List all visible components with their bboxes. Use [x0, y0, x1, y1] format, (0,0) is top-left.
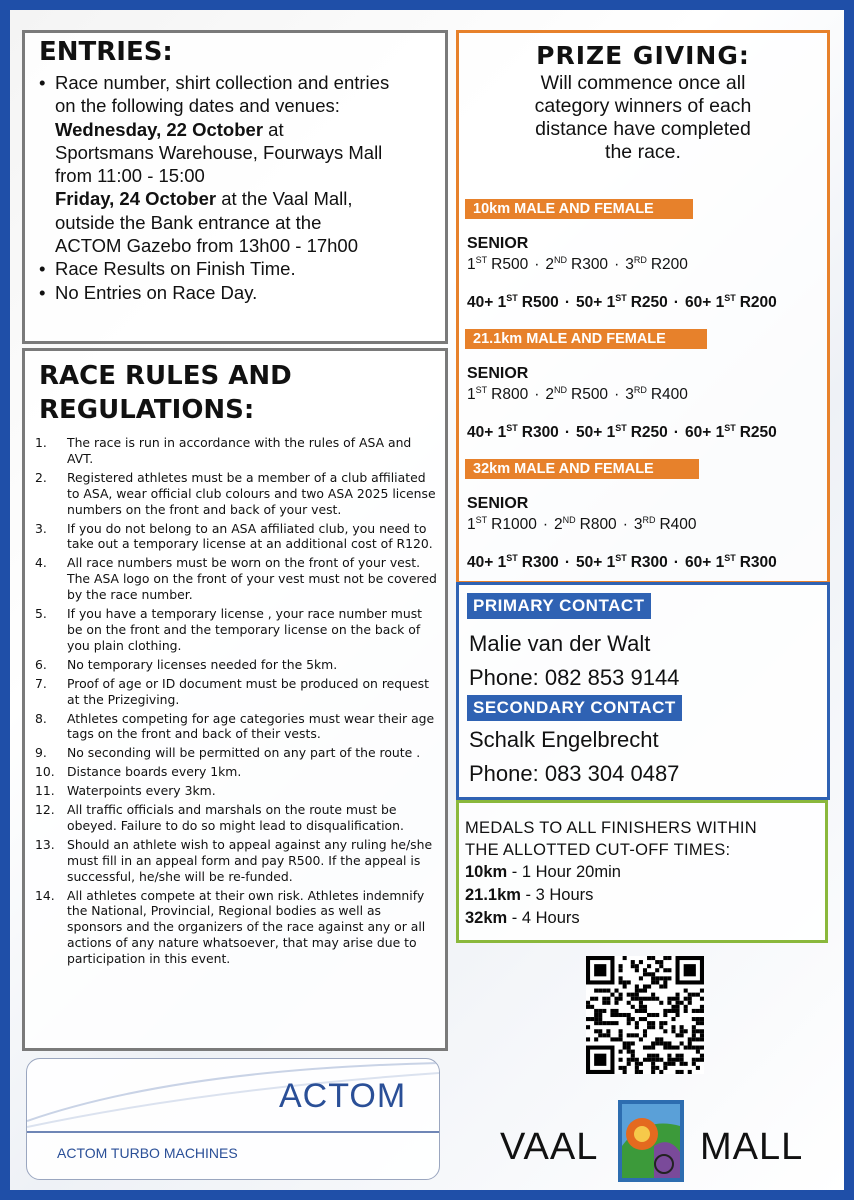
prize-entry: [716, 554, 777, 571]
vaal-logo-word-right: MALL: [700, 1126, 804, 1168]
prize-position-suffix: ST: [506, 293, 518, 303]
prize-amount: R250: [739, 424, 777, 442]
prize-senior-row: [467, 255, 688, 274]
prize-entry: [467, 256, 528, 273]
entries-date-2: [55, 187, 439, 210]
prize-senior-label: SENIOR: [467, 365, 529, 382]
prize-subtitle: [459, 72, 827, 164]
prize-amount: R800: [579, 516, 617, 534]
prize-entry: [716, 424, 777, 441]
prize-position-suffix: ND: [554, 385, 567, 395]
rule-number: 9.: [35, 745, 47, 761]
prize-entry: [545, 386, 608, 403]
entries-time-2: ACTOM Gazebo from 13h00 - 17h00: [55, 235, 359, 257]
rules-title-line: RACE RULES AND: [39, 361, 292, 391]
separator-dot: ·: [542, 516, 548, 534]
rule-number: 12.: [35, 802, 55, 818]
entries-venue-2: outside the Bank entrance at the: [55, 211, 322, 233]
prize-entry: [607, 424, 668, 441]
rules-title: [39, 359, 445, 427]
prize-subtitle-line: the race.: [605, 141, 681, 163]
prize-position-suffix: ND: [562, 515, 576, 525]
prize-position-suffix: ST: [475, 255, 488, 265]
rule-text: Athletes competing for age categories must wear their age tags on the front and back of their vests.: [67, 710, 435, 742]
entries-text: at: [263, 118, 284, 140]
entries-date-2-day: Friday, 24 October: [55, 188, 217, 210]
prize-subtitle-line: distance have completed: [535, 118, 751, 140]
prize-amount: R500: [571, 386, 609, 404]
medals-heading-line: MEDALS TO ALL FINISHERS WITHIN: [465, 819, 758, 837]
entries-text: at the Vaal Mall,: [216, 188, 353, 210]
prize-amount: R250: [630, 424, 668, 442]
rule-text: No seconding will be permitted on any part of the route .: [67, 745, 421, 761]
prize-entry: [467, 386, 528, 403]
prize-amount: R300: [521, 424, 559, 442]
rule-text: All race numbers must be worn on the front of your vest. The ASA logo on the front of your vest must not be covered by the race number.: [67, 555, 437, 603]
vaal-mall-emblem-icon: [614, 1096, 690, 1186]
prize-position: 1: [715, 294, 725, 312]
rule-item: [35, 764, 439, 780]
rule-text: Proof of age or ID document must be produced on request at the Prizegiving.: [67, 675, 429, 707]
rule-item: [35, 783, 439, 799]
prize-entry: [625, 386, 688, 403]
medal-row: [465, 884, 825, 907]
entries-panel: [22, 30, 448, 344]
prize-entry: [607, 554, 668, 571]
rule-item: [35, 657, 439, 673]
rule-item: [35, 606, 439, 654]
entries-date-1-day: Wednesday, 22 October: [55, 118, 264, 140]
prize-senior-row: [467, 385, 688, 404]
prize-age-category: 60+: [684, 294, 712, 312]
prize-entry: [554, 516, 617, 533]
medal-time: - 1 Hour 20min: [507, 863, 621, 881]
contact-panel: [456, 582, 830, 800]
prize-age-category: 40+: [467, 554, 494, 572]
vaal-mall-logo: [500, 1096, 820, 1186]
entries-date-1: [55, 118, 439, 141]
rule-number: 7.: [35, 675, 47, 691]
prize-position: 2: [545, 386, 554, 404]
primary-contact-label: PRIMARY CONTACT: [467, 593, 651, 619]
rule-text: The race is run in accordance with the rules of ASA and AVT.: [67, 435, 412, 466]
medal-row: [465, 907, 825, 930]
prize-amount: R200: [650, 256, 688, 274]
prize-position: 1: [497, 424, 507, 442]
prize-age-category: 50+: [575, 424, 603, 442]
prize-title: PRIZE GIVING:: [536, 41, 750, 70]
rule-number: 8.: [35, 710, 47, 726]
rule-number: 1.: [35, 435, 47, 450]
separator-dot: ·: [564, 424, 570, 442]
prize-senior-row: [467, 515, 697, 534]
medal-distance: 10km: [465, 863, 508, 881]
prize-position-suffix: ST: [615, 553, 627, 563]
rule-text: All athletes compete at their own risk. Athletes indemnify the National, Provincial, Regional bodies as well as sponsors and the organizers of the race against any or all actions of any nature whatsoever, that may arise due to participation in this event.: [67, 887, 426, 967]
rule-text: If you do not belong to an ASA affiliated club, you need to take out a temporary license at an additional cost of R120.: [67, 520, 433, 552]
prize-age-category: 50+: [575, 294, 603, 312]
entries-item-no-entries: • No Entries on Race Day.: [37, 281, 439, 304]
secondary-contact-label: SECONDARY CONTACT: [467, 695, 682, 721]
prize-position: 3: [625, 386, 634, 404]
rule-number: 3.: [35, 520, 47, 536]
medals-list: [459, 861, 825, 930]
rule-text: Distance boards every 1km.: [67, 764, 242, 780]
prize-age-row: [467, 553, 777, 572]
entries-text: on the following dates and venues:: [55, 95, 340, 117]
rule-item: [35, 470, 439, 518]
rule-item: [35, 802, 439, 834]
prize-position: 1: [715, 424, 725, 442]
prize-position-suffix: ST: [615, 293, 627, 303]
separator-dot: ·: [534, 256, 540, 274]
rule-item: [35, 676, 439, 708]
prize-entry: [498, 424, 559, 441]
prize-senior-label: SENIOR: [467, 235, 529, 252]
separator-dot: ·: [673, 294, 679, 312]
prize-entry: [498, 294, 559, 311]
separator-dot: ·: [614, 386, 620, 404]
prize-position: 3: [633, 516, 643, 534]
rule-item: [35, 435, 439, 467]
entries-text: • Race number, shirt collection and entries: [55, 72, 390, 93]
rule-number: 2.: [35, 469, 47, 485]
medals-heading: [465, 817, 825, 861]
prize-position: 2: [554, 516, 563, 534]
prize-entry: [634, 516, 697, 533]
prize-amount: R300: [739, 554, 777, 572]
prize-amount: R300: [571, 256, 609, 274]
vaal-logo-word-left: VAAL: [500, 1126, 599, 1168]
prize-position: 1: [715, 554, 725, 572]
rule-item: [35, 521, 439, 553]
separator-dot: ·: [534, 386, 540, 404]
prize-amount: R250: [630, 294, 668, 312]
prize-position-suffix: ST: [615, 423, 627, 433]
prize-position-suffix: ST: [724, 553, 736, 563]
rule-item: [35, 888, 439, 968]
primary-contact-phone: Phone: 082 853 9144: [469, 665, 680, 690]
prize-position: 1: [606, 294, 616, 312]
prize-position-suffix: ST: [475, 385, 488, 395]
prize-position: 1: [467, 516, 476, 534]
separator-dot: ·: [622, 516, 628, 534]
prize-position: 1: [497, 294, 507, 312]
prize-age-row: [467, 423, 777, 442]
rule-text: If you have a temporary license , your race number must be on the front and the temporary license on the back of you plain clothing.: [67, 606, 423, 653]
rule-number: 6.: [35, 656, 47, 672]
prize-entry: [607, 294, 668, 311]
prize-amount: R300: [521, 554, 559, 572]
secondary-contact-name: Schalk Engelbrecht: [469, 727, 659, 752]
primary-contact-name: Malie van der Walt: [469, 631, 651, 656]
flyer-sheet: [10, 10, 844, 1190]
rule-text: No temporary licenses needed for the 5km.: [67, 656, 338, 672]
prize-age-category: 60+: [684, 424, 712, 442]
medal-time: - 3 Hours: [520, 886, 594, 904]
prize-amount: R500: [491, 256, 529, 274]
entries-item-dates: [37, 71, 439, 257]
rule-number: 14.: [35, 887, 55, 903]
separator-dot: ·: [614, 256, 620, 274]
prize-subtitle-line: category winners of each: [534, 95, 752, 117]
entries-title: ENTRIES:: [39, 37, 173, 67]
prize-age-category: 40+: [467, 424, 494, 442]
prize-position: 1: [467, 256, 476, 274]
medal-distance: 21.1km: [465, 886, 521, 904]
rule-number: 11.: [35, 783, 55, 799]
actom-divider: [27, 1131, 439, 1133]
separator-dot: ·: [673, 424, 679, 442]
prize-position-suffix: ST: [724, 293, 736, 303]
prize-category-label: 10km MALE AND FEMALE: [465, 199, 693, 219]
rule-number: 4.: [35, 555, 47, 571]
prize-amount: R800: [491, 386, 529, 404]
medals-panel: [456, 800, 828, 943]
prize-category-label: 32km MALE AND FEMALE: [465, 459, 699, 479]
medal-distance: 32km: [465, 909, 508, 927]
rule-item: [35, 711, 439, 743]
rule-item: [35, 555, 439, 603]
prize-amount: R1000: [491, 516, 537, 534]
prize-position-suffix: RD: [633, 385, 647, 395]
separator-dot: ·: [564, 294, 570, 312]
prize-position-suffix: ST: [506, 553, 518, 563]
prize-entry: [467, 516, 537, 533]
prize-amount: R200: [739, 294, 777, 312]
medals-heading-line: THE ALLOTTED CUT-OFF TIMES:: [465, 841, 731, 859]
prize-age-category: 40+: [467, 294, 494, 312]
actom-tagline: ACTOM TURBO MACHINES: [57, 1145, 238, 1161]
separator-dot: ·: [673, 554, 679, 572]
prize-position: 1: [467, 386, 476, 404]
rule-number: 5.: [35, 606, 47, 622]
prize-age-category: 50+: [575, 554, 603, 572]
prize-position: 1: [497, 554, 507, 572]
actom-logo-panel: [26, 1058, 440, 1180]
rule-item: [35, 837, 439, 885]
entries-list: [25, 71, 445, 304]
prize-age-category: 60+: [684, 554, 712, 572]
prize-amount: R500: [521, 294, 559, 312]
prize-panel: [456, 30, 830, 584]
rule-text: All traffic officials and marshals on the route must be obeyed. Failure to do so might lead to disqualification.: [67, 802, 404, 833]
rule-number: 10.: [35, 764, 55, 780]
rule-text: Should an athlete wish to appeal against any ruling he/she must fill in an appeal form and pay R500. If the appeal is successful, he/she will be re-funded.: [67, 836, 433, 884]
medal-time: - 4 Hours: [507, 909, 580, 927]
rules-panel: [22, 348, 448, 1051]
prize-entry: [545, 256, 608, 273]
rule-text: Registered athletes must be a member of a club affiliated to ASA, wear official club colours and two ASA 2025 license numbers on the front and back of your vest.: [67, 469, 436, 517]
prize-entry: [716, 294, 777, 311]
rule-number: 13.: [35, 836, 55, 852]
prize-position: 2: [545, 256, 554, 274]
entries-item-results: • Race Results on Finish Time.: [37, 257, 439, 280]
rules-list: [25, 435, 445, 967]
prize-position-suffix: ST: [506, 423, 518, 433]
separator-dot: ·: [564, 554, 570, 572]
entries-time-1: from 11:00 - 15:00: [55, 165, 205, 187]
entries-venue-1: Sportsmans Warehouse, Fourways Mall: [55, 141, 383, 163]
rules-title-line: REGULATIONS:: [39, 395, 255, 425]
prize-entry: [625, 256, 688, 273]
prize-position-suffix: ND: [554, 255, 567, 265]
prize-entry: [498, 554, 559, 571]
rule-item: [35, 745, 439, 761]
prize-position: 1: [606, 554, 616, 572]
actom-logo-word: ACTOM: [279, 1077, 407, 1115]
prize-subtitle-line: Will commence once all: [540, 72, 746, 94]
medal-row: [465, 861, 825, 884]
rule-text: Waterpoints every 3km.: [67, 783, 216, 799]
prize-senior-label: SENIOR: [467, 495, 529, 512]
prize-age-row: [467, 293, 777, 312]
prize-category-label: 21.1km MALE AND FEMALE: [465, 329, 707, 349]
prize-position-suffix: RD: [642, 515, 656, 525]
prize-position: 1: [606, 424, 616, 442]
prize-amount: R400: [650, 386, 688, 404]
prize-position-suffix: ST: [724, 423, 736, 433]
secondary-contact-phone: Phone: 083 304 0487: [469, 761, 680, 786]
prize-amount: R300: [630, 554, 668, 572]
prize-position: 3: [625, 256, 634, 274]
qr-code-icon[interactable]: [586, 956, 704, 1074]
prize-position-suffix: ST: [475, 515, 488, 525]
prize-amount: R400: [659, 516, 697, 534]
prize-position-suffix: RD: [633, 255, 647, 265]
